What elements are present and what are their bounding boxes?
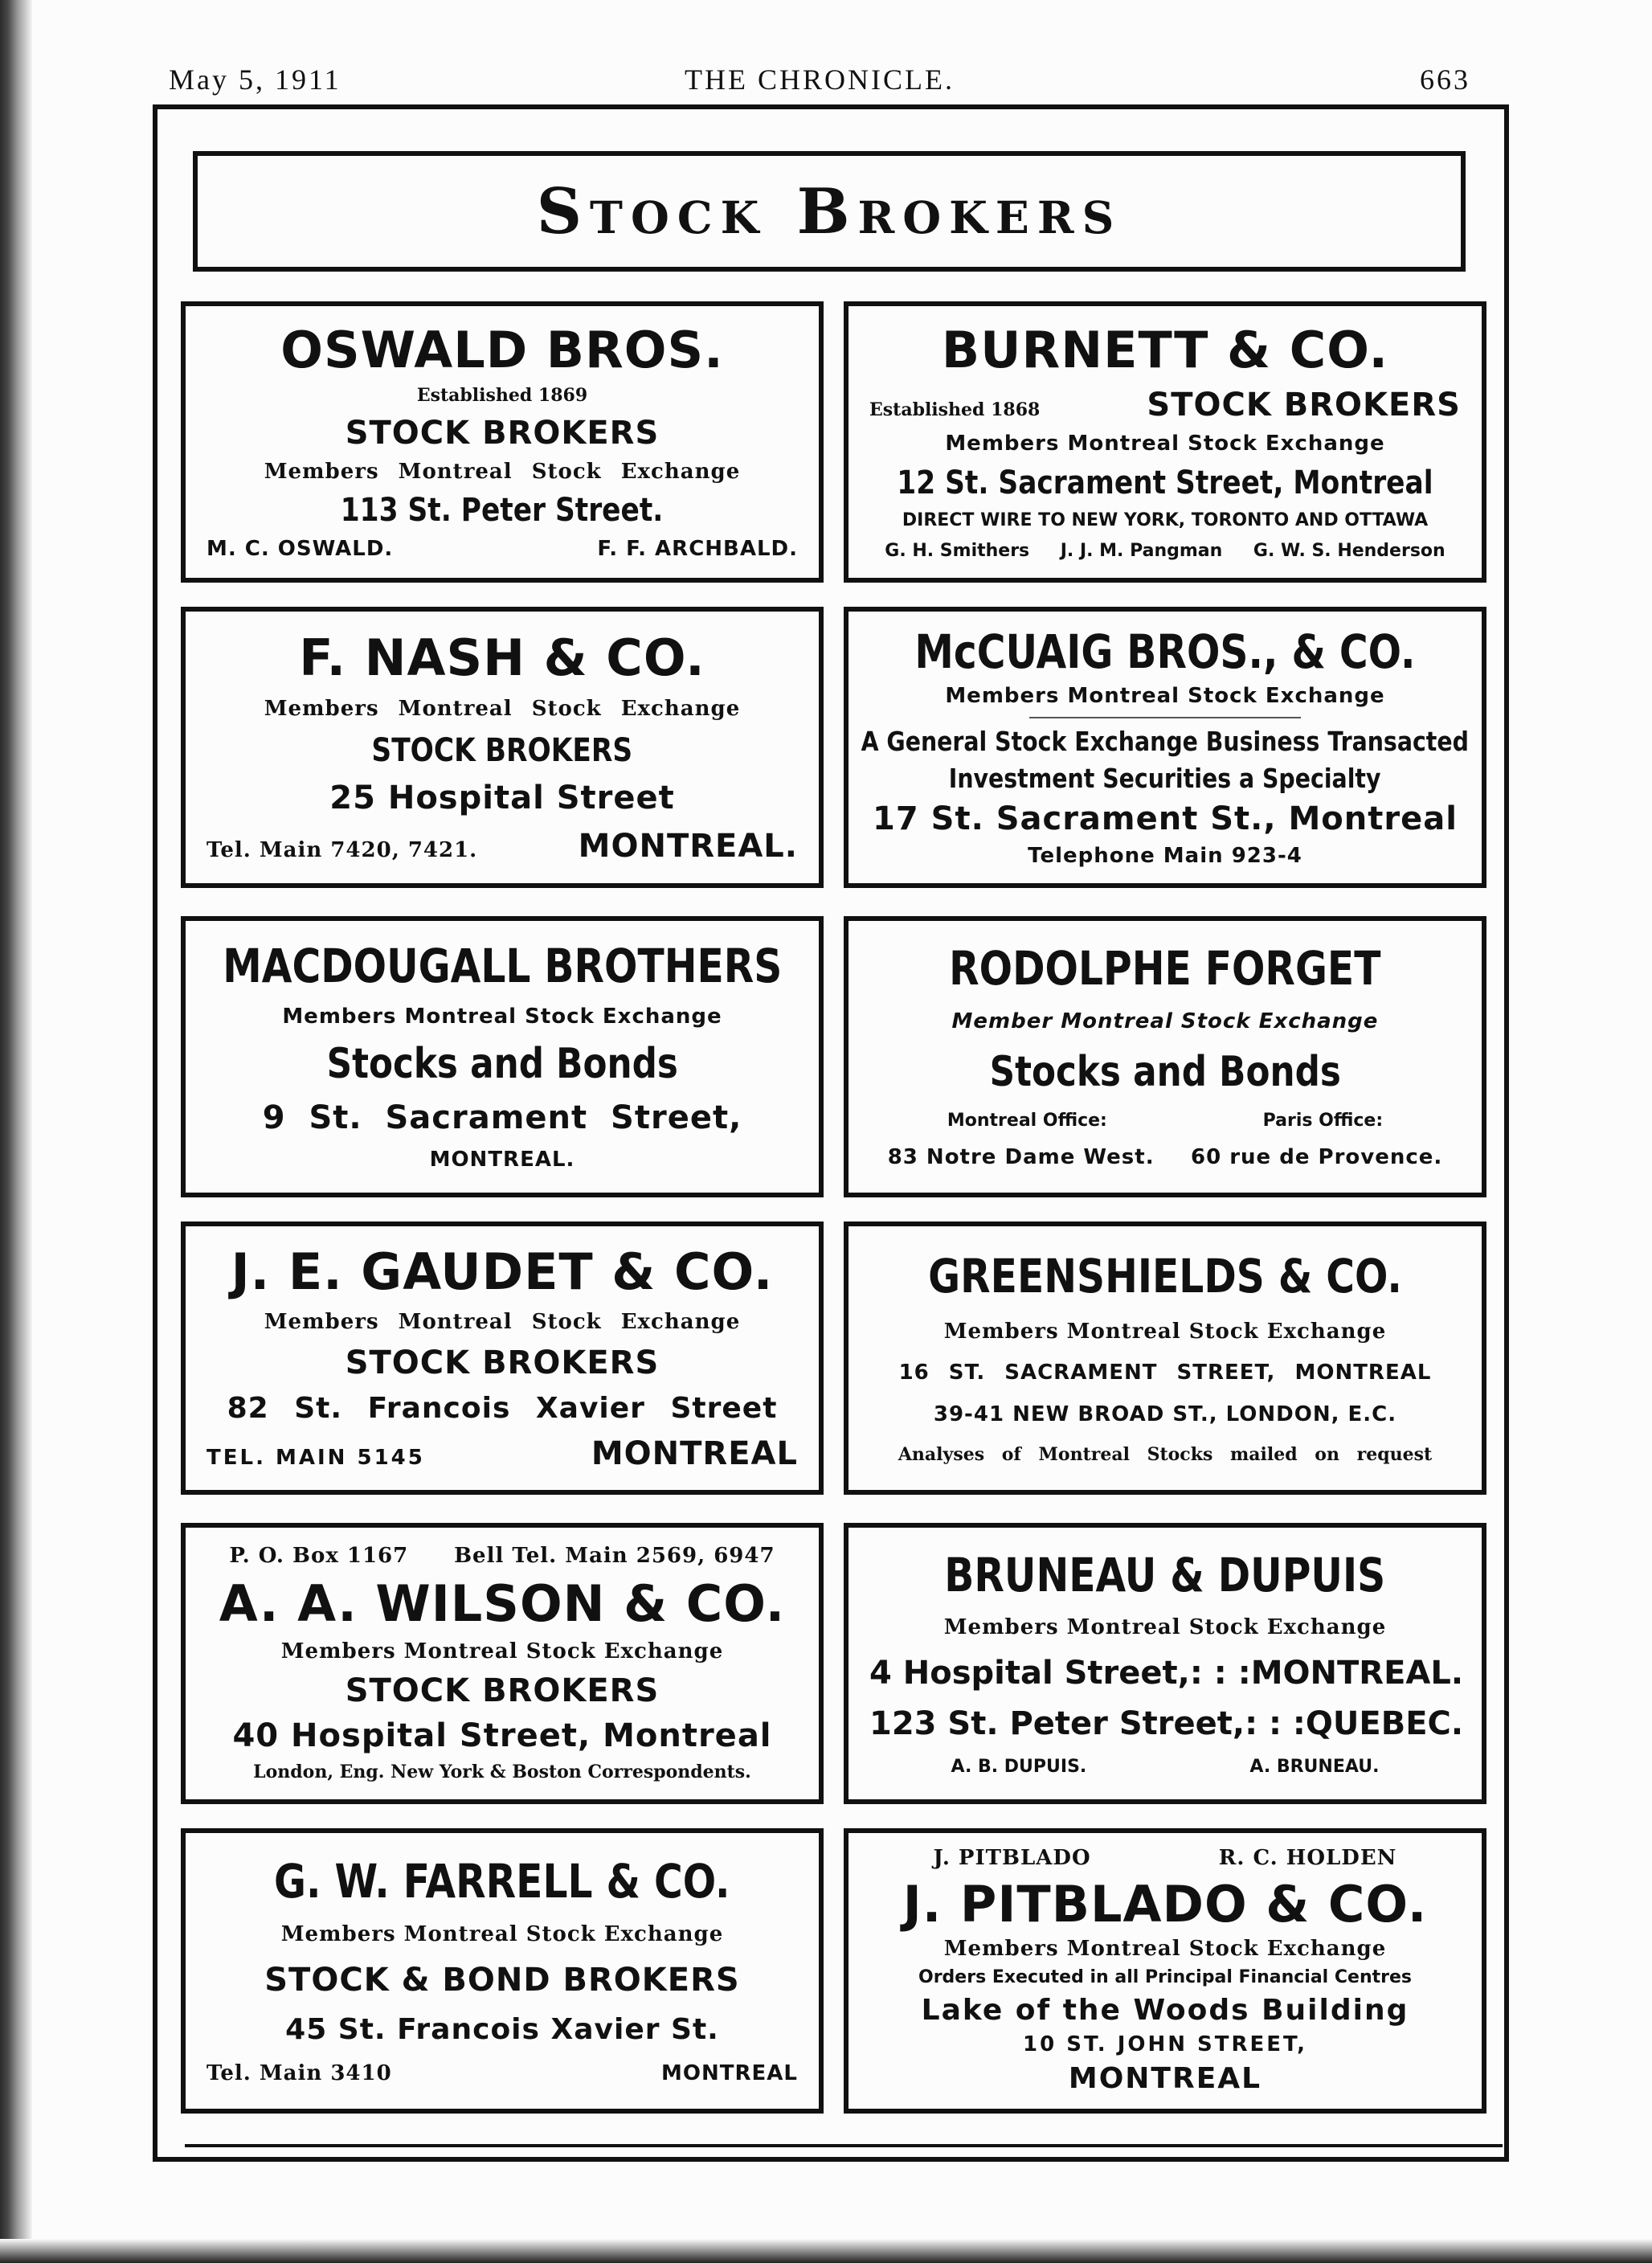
ad-address: 17 St. Sacrament St., Montreal: [873, 800, 1458, 838]
ad-macdougall-brothers: [181, 916, 824, 1197]
ad-orders: Orders Executed in all Principal Financial Centres: [918, 1967, 1412, 1988]
ad-address: 113 St. Peter Street.: [341, 492, 664, 530]
ad-telephone: Telephone Main 923-4: [1028, 843, 1302, 868]
ad-name: F. NASH & CO.: [299, 628, 705, 688]
ad-membership: Members Montreal Stock Exchange: [264, 459, 741, 484]
ad-membership: Members Montreal Stock Exchange: [280, 1921, 724, 1946]
ad-address: 40 Hospital Street, Montreal: [232, 1717, 772, 1754]
ad-city: MONTREAL: [661, 2060, 798, 2085]
ad-business: STOCK BROKERS: [1147, 386, 1461, 424]
ad-partner: J. J. M. Pangman: [1060, 540, 1223, 561]
ad-address: 16 ST. SACRAMENT STREET, MONTREAL: [898, 1361, 1432, 1385]
ad-nash-co: [181, 607, 824, 888]
ad-partners: [869, 1758, 1461, 1776]
ad-separator: : : :: [1189, 1654, 1251, 1692]
ad-rodolphe-forget: [844, 916, 1486, 1197]
ad-city: MONTREAL.: [578, 827, 798, 865]
ad-established: Established 1869: [416, 385, 588, 407]
ad-office-address: 60 rue de Provence.: [1190, 1145, 1443, 1170]
ad-contact-row: [206, 1545, 798, 1567]
ad-business: Stocks and Bonds: [326, 1040, 678, 1089]
page-number: 663: [1420, 63, 1470, 96]
ad-street: 123 St. Peter Street,: [869, 1704, 1245, 1742]
ad-address: 45 St. Francois Xavier St.: [285, 2013, 719, 2046]
ad-membership: Members Montreal Stock Exchange: [280, 1639, 724, 1664]
ad-po-box: P. O. Box 1167: [229, 1543, 409, 1568]
ad-building: Lake of the Woods Building: [921, 1993, 1409, 2027]
ad-greenshields-co: [844, 1222, 1486, 1495]
ad-telephone: TEL. MAIN 5145: [206, 1445, 425, 1470]
ad-name: OSWALD BROS.: [280, 320, 724, 379]
ad-name: McCUAIG BROS., & CO.: [914, 624, 1416, 679]
ad-address: 39-41 NEW BROAD ST., LONDON, E.C.: [933, 1402, 1397, 1426]
ad-business: Stocks and Bonds: [989, 1047, 1341, 1096]
ad-partner: A. BRUNEAU.: [1249, 1756, 1380, 1777]
ad-telephone: Tel. Main 3410: [206, 2060, 392, 2085]
ad-bruneau-dupuis: [844, 1523, 1486, 1804]
ad-address-row: [869, 1654, 1464, 1692]
ad-membership: Members Montreal Stock Exchange: [945, 431, 1385, 456]
ad-office-label: Paris Office:: [1262, 1110, 1384, 1131]
bottom-rule: [185, 2144, 1503, 2147]
ad-name: G. W. FARRELL & CO.: [274, 1853, 730, 1909]
ad-city: MONTREAL.: [429, 1148, 575, 1172]
ad-address: 25 Hospital Street: [329, 780, 675, 817]
ad-partner: G. W. S. Henderson: [1253, 540, 1446, 561]
ad-name: A. A. WILSON & CO.: [219, 1574, 786, 1634]
ad-business: STOCK & BOND BROKERS: [264, 1962, 740, 1999]
ad-partners: [869, 1848, 1461, 1869]
ad-address: 10 ST. JOHN STREET,: [1023, 2032, 1307, 2056]
ad-name: J. PITBLADO & CO.: [902, 1874, 1428, 1934]
ad-telephone: Tel. Main 7420, 7421.: [206, 837, 478, 862]
ad-name: J. E. GAUDET & CO.: [231, 1242, 774, 1302]
ad-city: MONTREAL: [591, 1434, 798, 1472]
ad-line: Investment Securities a Specialty: [949, 763, 1381, 795]
ad-note: Analyses of Montreal Stocks mailed on request: [898, 1443, 1433, 1465]
section-title-box: [193, 151, 1466, 272]
ad-business: STOCK BROKERS: [371, 732, 633, 770]
ad-address: 82 St. Francois Xavier Street: [227, 1391, 778, 1425]
ad-oswald-bros: [181, 301, 824, 583]
ad-partner: A. B. DUPUIS.: [951, 1756, 1087, 1777]
ad-partner: M. C. OSWALD.: [206, 537, 394, 562]
ad-partner: J. PITBLADO: [933, 1846, 1091, 1871]
ad-contact-row: [206, 1434, 798, 1472]
ad-partner: F. F. ARCHBALD.: [597, 537, 798, 562]
ad-business: STOCK BROKERS: [345, 1672, 660, 1710]
page-binding-edge: [0, 0, 32, 2263]
ad-city: MONTREAL: [1068, 2061, 1262, 2095]
ad-wilson-co: [181, 1523, 824, 1804]
ad-business: STOCK BROKERS: [345, 1344, 660, 1382]
ad-partners: [206, 538, 798, 560]
section-title: Stock Brokers: [536, 174, 1122, 248]
ad-office-addresses: [869, 1147, 1461, 1168]
issue-date: May 5, 1911: [169, 63, 341, 96]
ad-membership: Members Montreal Stock Exchange: [264, 696, 741, 721]
ad-pitblado-co: [844, 1828, 1486, 2114]
ad-city: QUEBEC.: [1305, 1704, 1464, 1742]
ad-correspondents: London, Eng. New York & Boston Correspondents.: [253, 1762, 751, 1783]
ad-line: A General Stock Exchange Business Transacted: [861, 725, 1470, 757]
ad-office-labels: [869, 1111, 1461, 1130]
ad-contact-row: [206, 829, 798, 863]
ad-farrell-co: [181, 1828, 824, 2114]
ad-separator: : : :: [1245, 1704, 1306, 1742]
ad-membership: Members Montreal Stock Exchange: [943, 1615, 1387, 1640]
ad-street: 4 Hospital Street,: [869, 1654, 1190, 1692]
ad-membership: Members Montreal Stock Exchange: [943, 1319, 1387, 1344]
ad-partner: R. C. HOLDEN: [1218, 1846, 1397, 1871]
ad-business: STOCK BROKERS: [345, 414, 660, 452]
ad-contact-row: [206, 2060, 798, 2085]
ad-established: Established 1868: [869, 399, 1041, 420]
ad-name: BRUNEAU & DUPUIS: [944, 1548, 1386, 1603]
ad-gaudet-co: [181, 1222, 824, 1495]
ad-name: MACDOUGALL BROTHERS: [222, 939, 783, 994]
ad-partners: [869, 542, 1461, 560]
journal-title: THE CHRONICLE.: [685, 63, 955, 96]
ad-membership: Members Montreal Stock Exchange: [945, 684, 1385, 709]
ad-address: 12 St. Sacrament Street, Montreal: [897, 464, 1433, 502]
ad-office-label: Montreal Office:: [947, 1110, 1107, 1131]
ad-membership: Member Montreal Stock Exchange: [951, 1009, 1379, 1033]
ad-address: 9 St. Sacrament Street,: [262, 1099, 742, 1137]
ad-telephone: Bell Tel. Main 2569, 6947: [454, 1543, 775, 1568]
ad-name: BURNETT & CO.: [941, 321, 1389, 380]
ad-partner: G. H. Smithers: [885, 540, 1030, 561]
ad-city: MONTREAL.: [1250, 1654, 1464, 1692]
running-head: [169, 63, 1470, 111]
page-bottom-edge: [0, 2239, 1652, 2263]
ad-burnett-co: [844, 301, 1486, 583]
ad-mccuaig-bros: [844, 607, 1486, 888]
ad-name: GREENSHIELDS & CO.: [928, 1249, 1402, 1304]
ad-established-row: [869, 388, 1461, 422]
ad-membership: Members Montreal Stock Exchange: [282, 1004, 722, 1029]
ad-membership: Members Montreal Stock Exchange: [264, 1309, 741, 1334]
ad-name: RODOLPHE FORGET: [949, 941, 1381, 996]
ad-wire: DIRECT WIRE TO NEW YORK, TORONTO AND OTTAWA: [902, 510, 1429, 531]
ad-membership: Members Montreal Stock Exchange: [943, 1936, 1387, 1961]
ad-office-address: 83 Notre Dame West.: [887, 1145, 1155, 1170]
ad-divider: [1029, 717, 1302, 718]
ad-address-row: [869, 1704, 1464, 1742]
